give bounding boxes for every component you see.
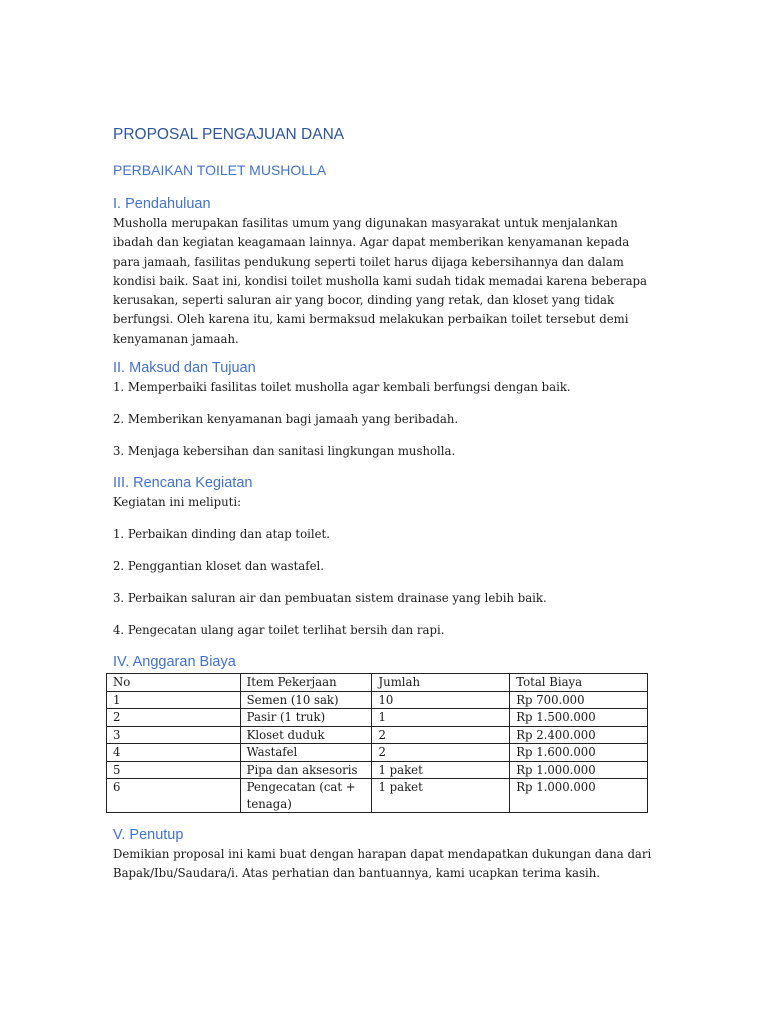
document-title: PROPOSAL PENGAJUAN DANA: [113, 126, 345, 143]
table-header-jumlah: Jumlah: [372, 674, 510, 692]
table-cell: Kloset duduk: [240, 726, 372, 744]
document-content: [113, 126, 658, 884]
table-cell: Pipa dan aksesoris: [240, 761, 372, 779]
maksud-item-3: 3. Menjaga kebersihan dan sanitasi lingkungan musholla.: [113, 444, 456, 459]
table-cell: 1 paket: [372, 779, 510, 813]
maksud-item-1: 1. Memperbaiki fasilitas toilet musholla agar kembali berfungsi dengan baik.: [113, 380, 571, 395]
section-heading-pendahuluan: I. Pendahuluan: [113, 196, 211, 212]
table-cell: Semen (10 sak): [240, 691, 372, 709]
rencana-intro: Kegiatan ini meliputi:: [113, 495, 242, 510]
table-cell: 1 paket: [372, 761, 510, 779]
table-row: [107, 709, 648, 727]
table-cell: 2: [372, 726, 510, 744]
table-cell: 1: [107, 691, 241, 709]
table-row: [107, 779, 648, 813]
section-heading-penutup: V. Penutup: [113, 827, 184, 844]
section-heading-maksud: II. Maksud dan Tujuan: [113, 360, 256, 377]
table-header-no: No: [107, 674, 241, 692]
table-cell: 1: [372, 709, 510, 727]
table-cell: Rp 1.600.000: [510, 744, 648, 762]
budget-table: [106, 673, 648, 813]
table-header-total: Total Biaya: [510, 674, 648, 692]
table-cell: Pasir (1 truk): [240, 709, 372, 727]
penutup-paragraph: Demikian proposal ini kami buat dengan harapan dapat mendapatkan dukungan dana dari Bapak/Ibu/Saudara/i. Atas perhatian dan bantuannya, kami ucapkan terima kasih.: [113, 847, 652, 881]
document-subtitle: PERBAIKAN TOILET MUSHOLLA: [113, 162, 327, 178]
rencana-item-1: 1. Perbaikan dinding dan atap toilet.: [113, 527, 330, 542]
table-row: [107, 691, 648, 709]
table-cell: Rp 2.400.000: [510, 726, 648, 744]
table-cell: Rp 700.000: [510, 691, 648, 709]
table-cell: Rp 1.000.000: [510, 761, 648, 779]
pendahuluan-paragraph: Musholla merupakan fasilitas umum yang digunakan masyarakat untuk menjalankan ibadah dan kegiatan keagamaan lainnya. Agar dapat memberikan kenyamanan kepada para jamaah, fasilitas pendukung seperti toilet harus dijaga kebersihannya dan dalam kondisi baik. Saat ini, kondisi toilet musholla kami sudah tidak memadai karena beberapa kerusakan, seperti saluran air yang bocor, dinding yang retak, dan kloset yang tidak berfungsi. Oleh karena itu, kami bermaksud melakukan perbaikan toilet tersebut demi kenyamanan jamaah.: [113, 216, 647, 346]
maksud-item-2: 2. Memberikan kenyamanan bagi jamaah yang beribadah.: [113, 412, 459, 427]
table-cell: 10: [372, 691, 510, 709]
table-cell: 2: [107, 709, 241, 727]
table-cell: Wastafel: [240, 744, 372, 762]
table-cell: Rp 1.000.000: [510, 779, 648, 813]
table-cell: 6: [107, 779, 241, 813]
table-row: [107, 761, 648, 779]
rencana-item-4: 4. Pengecatan ulang agar toilet terlihat bersih dan rapi.: [113, 623, 445, 638]
table-header-item: Item Pekerjaan: [240, 674, 372, 692]
table-cell: 3: [107, 726, 241, 744]
rencana-item-3: 3. Perbaikan saluran air dan pembuatan sistem drainase yang lebih baik.: [113, 591, 547, 606]
table-cell: Pengecatan (cat + tenaga): [240, 779, 372, 813]
table-cell: 4: [107, 744, 241, 762]
table-cell: Rp 1.500.000: [510, 709, 648, 727]
rencana-item-2: 2. Penggantian kloset dan wastafel.: [113, 559, 324, 574]
table-cell: 2: [372, 744, 510, 762]
section-heading-rencana: III. Rencana Kegiatan: [113, 475, 253, 492]
table-cell: 5: [107, 761, 241, 779]
table-header-row: [107, 674, 648, 692]
section-heading-anggaran: IV. Anggaran Biaya: [113, 654, 236, 671]
table-row: [107, 726, 648, 744]
table-row: [107, 744, 648, 762]
